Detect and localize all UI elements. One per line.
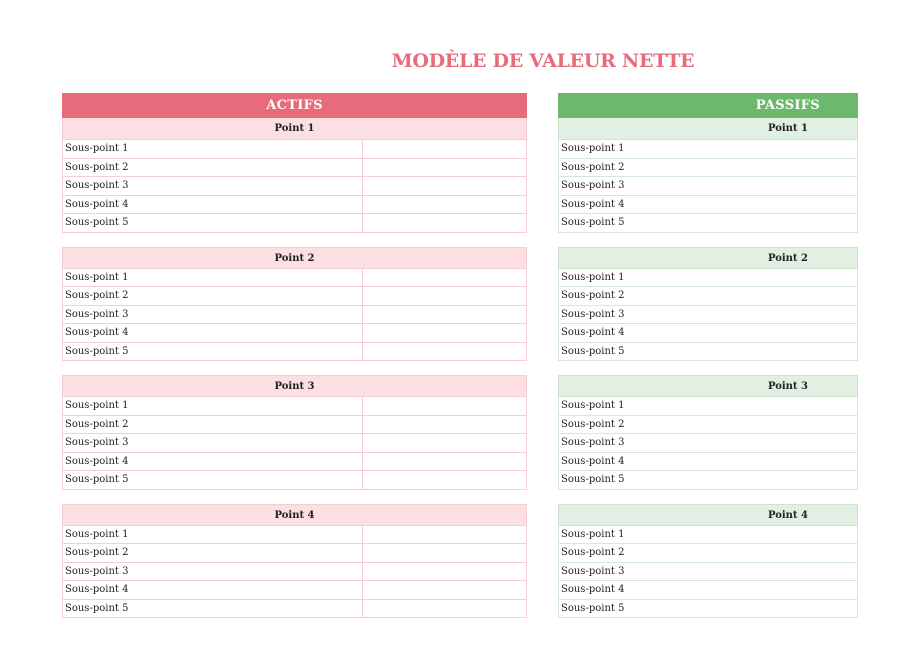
table-row: [62, 563, 527, 582]
row-label[interactable]: Sous-point 4: [63, 324, 363, 342]
row-label[interactable]: Sous-point 4: [63, 196, 363, 214]
section-title: Point 3: [558, 375, 858, 397]
table-row: [62, 526, 527, 545]
row-value-cell[interactable]: [363, 471, 526, 489]
row-value-cell[interactable]: [363, 324, 526, 342]
table-row: [558, 471, 858, 490]
row-value-cell[interactable]: [363, 600, 526, 618]
assets-sections: [62, 118, 527, 618]
table-row: [558, 343, 858, 362]
table-row: [558, 434, 858, 453]
row-value-cell[interactable]: [363, 453, 526, 471]
row-label[interactable]: Sous-point 3: [63, 563, 363, 581]
row-label[interactable]: Sous-point 4: [63, 581, 363, 599]
row-value-cell[interactable]: [363, 269, 526, 287]
page-title: MODÈLE DE VALEUR NETTE: [391, 50, 695, 72]
table-row: [62, 397, 527, 416]
row-label[interactable]: Sous-point 2: [561, 290, 625, 301]
row-label[interactable]: Sous-point 3: [63, 434, 363, 452]
liabilities-section: [558, 504, 858, 619]
table-row: [62, 581, 527, 600]
row-label[interactable]: Sous-point 4: [561, 198, 625, 210]
row-value-cell[interactable]: [363, 214, 526, 232]
row-label[interactable]: Sous-point 2: [63, 159, 363, 177]
row-label[interactable]: Sous-point 5: [561, 217, 625, 228]
row-value-cell[interactable]: [363, 287, 526, 305]
row-label[interactable]: Sous-point 3: [63, 306, 363, 324]
row-value-cell[interactable]: [363, 526, 526, 544]
assets-column: [62, 93, 527, 632]
table-row: [62, 343, 527, 362]
table-row: [558, 544, 858, 563]
table-row: [62, 177, 527, 196]
table-row: [62, 544, 527, 563]
row-label[interactable]: Sous-point 1: [561, 143, 625, 154]
row-value-cell[interactable]: [363, 196, 526, 214]
row-label[interactable]: Sous-point 5: [561, 345, 625, 357]
row-label[interactable]: Sous-point 1: [63, 397, 363, 415]
row-label[interactable]: Sous-point 5: [561, 602, 625, 614]
row-value-cell[interactable]: [363, 581, 526, 599]
section-title: Point 1: [62, 118, 527, 140]
table-row: [558, 600, 858, 619]
table-row: [558, 397, 858, 416]
row-value-cell[interactable]: [363, 544, 526, 562]
row-label[interactable]: Sous-point 4: [561, 455, 625, 467]
row-value-cell[interactable]: [363, 343, 526, 361]
row-label[interactable]: Sous-point 3: [561, 437, 625, 448]
table-row: [62, 287, 527, 306]
row-value-cell[interactable]: [363, 397, 526, 415]
table-row: [558, 287, 858, 306]
section-title: Point 4: [558, 504, 858, 526]
row-label[interactable]: Sous-point 2: [63, 416, 363, 434]
table-row: [558, 177, 858, 196]
row-label[interactable]: Sous-point 3: [561, 308, 625, 320]
table-row: [558, 140, 858, 159]
row-label[interactable]: Sous-point 2: [63, 544, 363, 562]
liabilities-section: [558, 375, 858, 490]
table-row: [62, 196, 527, 215]
row-label[interactable]: Sous-point 2: [561, 418, 625, 430]
table-row: [558, 526, 858, 545]
row-value-cell[interactable]: [363, 563, 526, 581]
section-title: Point 1: [558, 118, 858, 140]
row-value-cell[interactable]: [363, 159, 526, 177]
row-label[interactable]: Sous-point 4: [63, 453, 363, 471]
table-row: [558, 196, 858, 215]
row-label[interactable]: Sous-point 1: [63, 140, 363, 158]
table-row: [62, 214, 527, 233]
row-label[interactable]: Sous-point 1: [561, 528, 625, 540]
row-label[interactable]: Sous-point 5: [561, 474, 625, 485]
row-value-cell[interactable]: [363, 306, 526, 324]
section-title: Point 3: [62, 375, 527, 397]
liabilities-section: [558, 247, 858, 362]
table-row: [62, 416, 527, 435]
table-row: [62, 324, 527, 343]
section-title: Point 2: [62, 247, 527, 269]
row-label[interactable]: Sous-point 2: [561, 161, 625, 173]
liabilities-section: [558, 118, 858, 233]
table-row: [558, 324, 858, 343]
table-row: [62, 306, 527, 325]
table-row: [62, 269, 527, 288]
row-label[interactable]: Sous-point 5: [63, 600, 363, 618]
table-row: [62, 159, 527, 178]
row-label[interactable]: Sous-point 3: [561, 180, 625, 191]
row-value-cell[interactable]: [363, 434, 526, 452]
assets-section: [62, 118, 527, 233]
table-row: [558, 581, 858, 600]
table-row: [62, 140, 527, 159]
row-label[interactable]: Sous-point 1: [561, 400, 625, 411]
row-label[interactable]: Sous-point 5: [63, 343, 363, 361]
table-row: [558, 214, 858, 233]
table-row: [558, 159, 858, 178]
assets-header: ACTIFS: [62, 93, 527, 118]
row-label[interactable]: Sous-point 2: [561, 547, 625, 558]
table-row: [62, 600, 527, 619]
liabilities-column: [558, 93, 858, 632]
liabilities-sections: [558, 118, 858, 618]
table-row: [62, 471, 527, 490]
row-label[interactable]: Sous-point 5: [63, 214, 363, 232]
row-label[interactable]: Sous-point 1: [63, 269, 363, 287]
row-label[interactable]: Sous-point 4: [561, 327, 625, 338]
row-label[interactable]: Sous-point 5: [63, 471, 363, 489]
section-title: Point 4: [62, 504, 527, 526]
row-label[interactable]: Sous-point 1: [561, 271, 625, 283]
assets-section: [62, 375, 527, 490]
table-row: [558, 306, 858, 325]
table-row: [558, 416, 858, 435]
table-row: [62, 434, 527, 453]
assets-section: [62, 504, 527, 619]
table-row: [558, 563, 858, 582]
table-row: [62, 453, 527, 472]
section-title: Point 2: [558, 247, 858, 269]
assets-section: [62, 247, 527, 362]
table-row: [558, 269, 858, 288]
row-value-cell[interactable]: [363, 416, 526, 434]
row-label[interactable]: Sous-point 3: [561, 565, 625, 577]
row-label[interactable]: Sous-point 2: [63, 287, 363, 305]
liabilities-header: PASSIFS: [558, 93, 858, 118]
table-row: [558, 453, 858, 472]
row-value-cell[interactable]: [363, 177, 526, 195]
row-label[interactable]: Sous-point 4: [561, 584, 625, 595]
row-label[interactable]: Sous-point 1: [63, 526, 363, 544]
row-label[interactable]: Sous-point 3: [63, 177, 363, 195]
row-value-cell[interactable]: [363, 140, 526, 158]
